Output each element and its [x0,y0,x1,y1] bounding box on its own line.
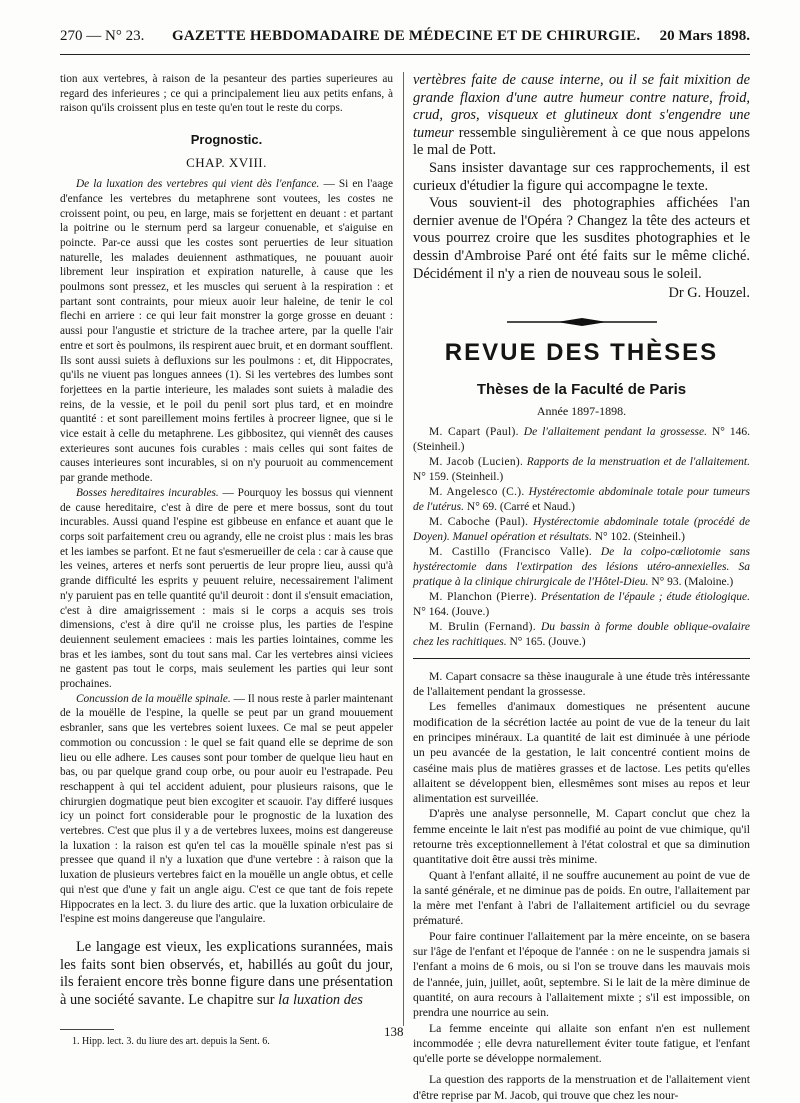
journal-page [60,24,751,1102]
thesis-author: M. Capart (Paul). [429,425,519,438]
section-heading: Prognostic. [190,132,263,148]
thesis-author: M. Jacob (Lucien). [429,455,524,468]
journal-title: GAZETTE HEBDOMADAIRE DE MÉDECINE ET DE CHIRURGIE. [172,28,641,44]
thesis-entry [413,455,750,485]
thesis-title: De la colpo-cœliotomie sans hystérectomie dans l'extirpation des lésions utéro-annexielles. Sa pratique à la clinique chirurgicale de l'Hôtel-Dieu. [413,545,750,588]
ornament-rule-icon [507,317,657,327]
thesis-reference: N° 93. (Maloine.) [651,575,734,588]
subsection-title: Thèses de la Faculté de Paris [476,380,687,398]
thesis-entry [413,515,750,545]
running-head [60,28,750,50]
paragraph: Vous souvient-il des photographies affichées l'an dernier avenue de l'Opéra ? Changez la tête des acteurs et vous pourrez croire que les susdites photographies et le dessin d'Ambroise Paré ont été faits sur le même cliché. Décidément il n'y a rien de nouveau sous le soleil. [413,195,750,282]
thesis-author: M. Castillo (Francisco Valle). [429,545,593,558]
right-column [413,72,750,1103]
commentary-paragraph [60,939,393,1009]
paragraph: M. Capart consacre sa thèse inaugurale à une étude très intéressante de l'allaitement pendant la grossesse. [413,669,750,699]
paragraph: La femme enceinte qui allaite son enfant n'en est nullement incommodée ; elle devra naturellement éviter toute fatigue, et l'enfant qu'elle porte se développe normalement. [413,1021,750,1066]
thesis-entry [413,425,750,455]
thesis-author: M. Angelesco (C.). [429,485,525,498]
chapter-heading: CHAP. XVIII. [186,155,267,171]
header-rule [60,54,750,55]
academic-year: Année 1897-1898. [536,403,627,418]
paragraph [60,692,393,927]
thesis-author: M. Caboche (Paul). [429,515,529,528]
paragraph-body: Le langage est vieux, les explications surannées, mais les faits sont bien observés, et, habillés au goût du jour, ils feraient encore très bonne figure dans une présentation à une société savante. Le chapitre sur [60,938,393,1008]
thesis-entry [413,545,750,590]
paragraph [60,486,393,692]
paragraph-body: — Si en l'aage d'enfance les vertebres du metaphrene sont voutees, les costes ne croissent point, ou peu, en large, mais se forjettent en deuant : et partant la poitrine ou le sternum perd sa largeur conuenable, et s'aiguise en poincte. Par-ce aussi que les costes sont peruerties de leur situation naturelle, les malades deuiennent asthmatiques, ne pouuant auoir librement leur inspiration et expiration naturelle, à cause que les poulmons sont pressez, et les muscles qui seruent à la respiration : et partant sont contraints, pour mieux auoir leur haleine, de tenir le col flechi en arriere : ce qui leur fait monstrer la gorge grosse en deuant : aussi pour l'angustie et stricture de la trachee artere, par la quelle l'air entre et sort ès poulmons, ils respirent auec bruit, et en dormant soufflent. Ils sont aussi suiets à defluxions sur les poulmons : et, dit Hippocrates, qu'ils ne viuent pas longues annees (1). Si les vertebres des lumbes sont forjettees en la partie interieure, les malades sont suiets à maladie des reins, de la vessie, et le poil du penil sort plus tard, et en moindre quantité : et sont pareillement moins fertiles à procreer lignee, que si le vice estait à celle du metaphrene. Les gibbositez, qui viennêt des causes exterieures sont aucunes fois curables : mais celles qui sont faites de causes interieures sont incurables, si on n'y pouruoit au commencement par grande methode. [60,178,394,485]
paragraph-body: — Pourquoy les bossus qui viennent de cause hereditaire, c'est à dire de pere et mere bossus, sont du tout incurables. Aussi quand l'espine est gibbeuse en enfance et auant que le corps soit parfaitement creu ou agrandy, elle ne croist plus : mais les bras et les iambes se parfont. Et ne faut s'esmerueiller de cela : car à cause que les veines, arteres et nerfs sont peruertis de leur propre lieu, aussi qu'à grande difficulté les esprits y peuuent reluire, necessairement l'aliment n'y paruient pas en telle quantité qu'il deuroit : dont il s'ensuit emaciation, c'est à dire amaigrissement : mais si le corps a acquis ses trois dimensions, c'est à dire qu'il ne croisse plus, les parties de l'espine deuiennent seulement emaciees : mais les parties lointaines, comme les bras et les iambes, sont du tout sans mal. Car les vertebres ainsi viciees ne gastent pas tout le corps, mais seulement les parties qui leur sont prochaines. [60,486,393,691]
paragraph [60,177,393,486]
footnote: 1. Hipp. lect. 3. du liure des art. depuis la Sent. 6. [72,1036,270,1048]
thesis-reference: N° 159. (Steinheil.) [413,470,504,483]
thesis-reference: N° 164. (Jouve.) [413,605,490,618]
thesis-title: Hystérectomie abdominale totale pour tumeurs de l'utérus. [413,485,751,513]
paragraph-body: — Il nous reste à parler maintenant de la mouëlle de l'espine, la quelle se peut par un grand mouuement esbranler, sans que les vertebres soient luxees. Ce mal se peut appeler commotion ou concussion : le quel se fait quand elle se deprime de son lieu ou elle adhere. Les causes sont pour tomber de quelque lieu haut en bas, ou par quelque grand coup orbe, ou pour auoir eu l'estrapade. Peu reschappent à qui tel accident aduient, pour plusieurs raisons, que le chirurgien dogmatique peut bien excogiter et scauoir. I'ay differé iusques icy un poinct fort considerable pour le prognostic de la luxation des vertebres. C'est que plus il y a de vertebres luxees, moins est dangereuse la luxation : la raison est qu'en tel cas la mouëlle spinale n'est pas si pressee que quand il n'y a luxation que d'une vertebre : à raison que la luxation de plusieurs vertebres faict en la mouëlle un angle obtus, et celle qui n'est que d'une y fait un angle aigu. C'est ce que tant de fois repete Hippocrates en la lect. 3. du liure des artic. que la luxation orbiculaire de l'espine est moins dangereuse que l'angulaire. [60,692,393,926]
paragraph [413,72,750,160]
paragraph-lead: De la luxation des vertebres qui vient dès l'enfance. [76,178,320,191]
issue-date: 20 Mars 1898. [659,28,750,44]
thesis-reference: N° 102. (Steinheil.) [594,530,685,543]
thesis-reference: N° 69. (Carré et Naud.) [466,500,575,513]
paragraph: Pour faire continuer l'allaitement par la mère enceinte, on se basera sur l'âge de l'enfant et l'époque de l'année : on ne le suspendra jamais si l'enfant a moins de 6 mois, ou si l'on se trouve dans les mauvais mois de l'année, juin, juillet, août, septembre. Si le lait de la mère diminue de quantité, on aura recours à l'allaitement mixte ; s'il est impossible, on prendra une nourrice au sein. [413,929,750,1020]
paragraph-italic: la luxation des [278,991,363,1008]
paragraph: La question des rapports de la menstruation et de l'allaitement vient d'être reprise par M. Jacob, qui trouve que chez les nour- [413,1073,750,1102]
thesis-author: M. Brulin (Fernand). [429,620,536,633]
author-signature: Dr G. Houzel. [668,285,750,302]
folio-number: 138 [384,1024,404,1039]
section-title: REVUE DES THÈSES [444,338,719,366]
thesis-entry [413,485,750,515]
paragraph: Quant à l'enfant allaité, il ne souffre aucunement au point de vue de la santé générale, et ne diminue pas de poids. En outre, l'allaitement par la mère met l'enfant à l'abri de l'allaitement artificiel ou du sevrage prématuré. [413,868,750,928]
paragraph: Sans insister davantage sur ces rapprochements, il est curieux d'étudier la figure qui accompagne le texte. [413,159,750,194]
thesis-entry [413,620,750,650]
paragraph-body: ressemble singulièrement à ce que nous appelons le mal de Pott. [413,124,750,159]
paragraph: D'après une analyse personnelle, M. Capart conclut que chez la femme enceinte le lait n'est pas modifié au point de vue chimique, qu'il retourne très exceptionnellement à l'état colostral et que sa diminution quantitative doit être aussi très minime. [413,807,750,867]
footnote-rule [60,1029,114,1030]
thesis-reference: N° 165. (Jouve.) [509,635,586,648]
paragraph-lead: Bosses hereditaires incurables. [76,486,219,499]
thesis-title: De l'allaitement pendant la grossesse. [523,425,708,438]
thesis-reference: N° 146. (Steinheil.) [413,425,751,453]
thesis-list [413,425,750,650]
column-divider [403,72,404,1026]
thesis-title: Rapports de la menstruation et de l'allaitement. [526,455,750,468]
paragraph-lead: Concussion de la mouëlle spinale. [76,692,231,705]
thesis-title: Hystérectomie abdominale totale (procédé de Doyen). Manuel opération et résultats. [413,515,751,543]
thesis-entry [413,590,750,620]
left-column [60,72,393,1047]
thesis-author: M. Planchon (Pierre). [429,590,538,603]
thesis-title: Présentation de l'épaule ; étude étiologique. [541,590,751,603]
paragraph: Les femelles d'animaux domestiques ne présentent aucune modification de la sécrétion lactée au point de vue de la teneur du lait en principes minéraux. La quantité de lait est diminuée à une période un peu avancée de la gestation, le lait concentré contient moins de caséine mais plus de matières grasses et de lactose. Les petits qu'elles allaitent se développent bien, ellesmêmes sont mises au repos et leur alimentation est surveillée. [413,700,750,806]
paragraph-italic: vertèbres faite de cause interne, ou il se fait mixition de grande flaxion d'une autre humeur contre nature, froid, crud, gros, visqueux et glutineux dont s'engendre une tumeur [413,72,750,141]
paragraph: tion aux vertebres, à raison de la pesanteur des parties superieures au regard des inferieures ; ce qui a principalement lieu aux petits enfans, à raison qu'ils croissent plus en teste qu'en tout le reste du corps. [60,73,393,115]
section-rule [413,658,750,659]
thesis-title: Du bassin à forme double oblique-ovalaire chez les rachitiques. [413,620,750,648]
page-number: 270 — N° 23. [60,28,145,44]
